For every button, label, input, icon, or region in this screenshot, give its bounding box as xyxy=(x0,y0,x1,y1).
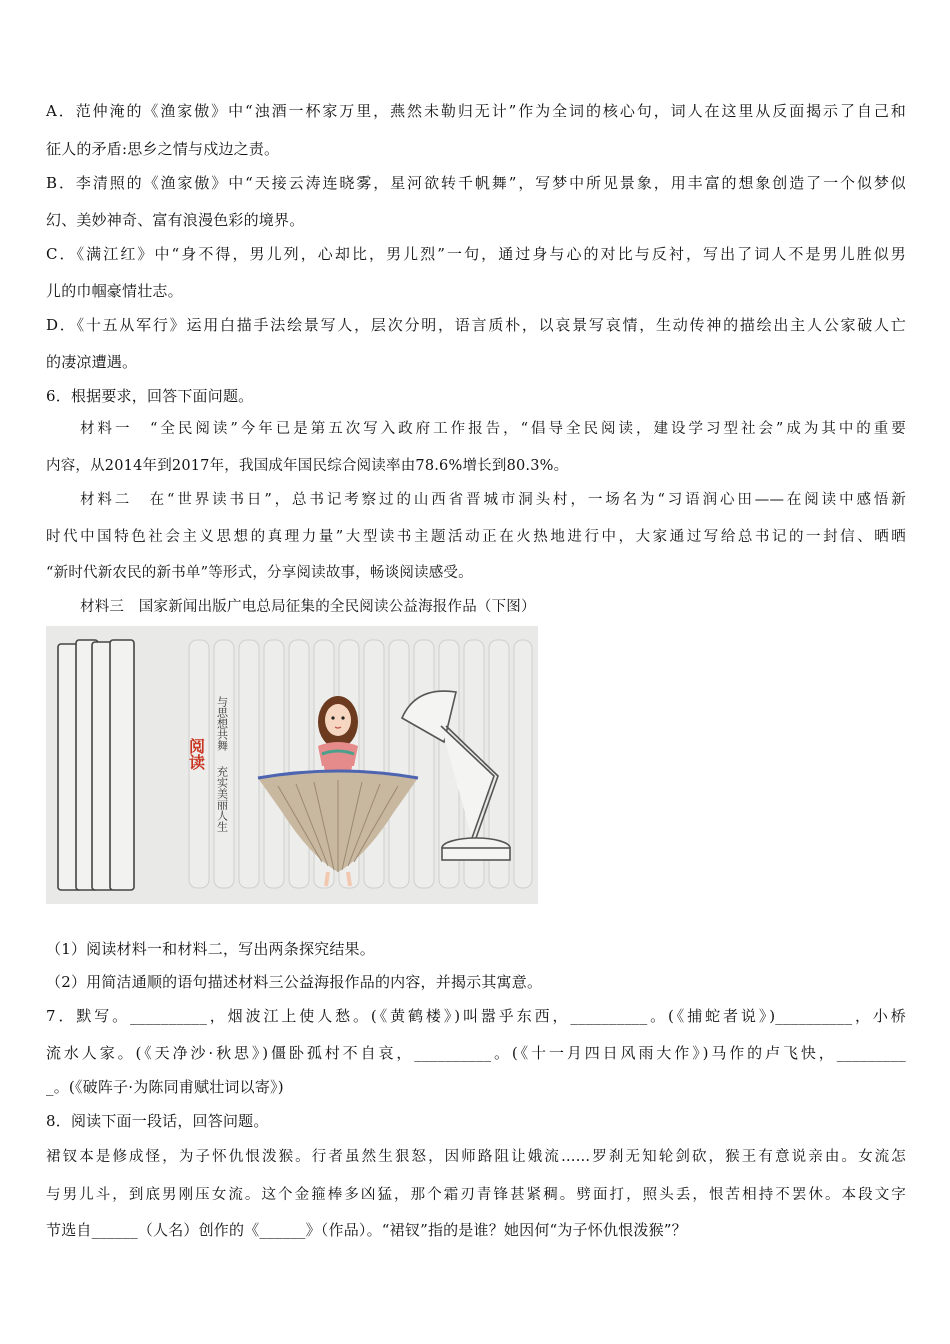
q6-material-3: 材料三 国家新闻出版广电总局征集的全民阅读公益海报作品（下图） xyxy=(80,599,536,615)
q8-passage-line-1: 裙钗本是修成怪，为子怀仇恨泼猴。行者虽然生狠怒，因师路阻让娥流……罗刹无知轮剑砍，猴王有意说亲由。女流怎 xyxy=(46,1149,906,1165)
q7-line-2: 流水人家。(《天净沙·秋思》)僵卧孤村不自哀，__________。(《十一月四日风雨大作》)马作的卢飞快，_________ xyxy=(46,1044,906,1062)
option-d-line-1: D．《十五从军行》运用白描手法绘景写人，层次分明，语言质朴，以哀景写哀情，生动传神的描绘出主人公家破人亡 xyxy=(46,316,906,334)
option-b-line-2: 幻、美妙神奇、富有浪漫色彩的境界。 xyxy=(46,211,305,229)
q8-passage-line-3: 节选自______（人名）创作的《______》（作品）。“裙钗”指的是谁？她因何“为子怀仇恨泼猴”？ xyxy=(46,1221,687,1239)
option-a-line-2: 征人的矛盾:思乡之情与戍边之责。 xyxy=(46,140,280,158)
q6-material-2-line-1: 材料二 在“世界读书日”，总书记考察过的山西省晋城市洞头村，一场名为“习语润心田——在阅读中感悟新 xyxy=(80,492,906,508)
option-c-line-1: C．《满江红》中“身不得，男儿列，心却比，男儿烈”一句，通过身与心的对比与反衬，写出了词人不是男儿胜似男 xyxy=(46,245,906,263)
q6-stem: 6．根据要求，回答下面问题。 xyxy=(46,387,254,405)
q6-sub-1: （1）阅读材料一和材料二，写出两条探究结果。 xyxy=(46,940,375,958)
option-b-line-1: B．李清照的《渔家傲》中“天接云涛连晓雾，星河欲转千帆舞”，写梦中所见景象，用丰富的想象创造了一个似梦似 xyxy=(46,174,906,192)
q7-line-3: _。(《破阵子·为陈同甫赋壮词以寄》) xyxy=(46,1078,284,1096)
q8-stem: 8．阅读下面一段话，回答问题。 xyxy=(46,1112,269,1130)
thick-book-stack xyxy=(58,640,134,890)
option-d-line-2: 的凄凉遭遇。 xyxy=(46,353,138,371)
q6-material-2-line-2: 时代中国特色社会主义思想的真理力量”大型读书主题活动正在火热地进行中，大家通过写给总书记的一封信、晒晒 xyxy=(46,529,906,545)
reading-poster-image xyxy=(46,626,538,904)
q6-material-2-line-3: “新时代新农民的新书单”等形式，分享阅读故事，畅谈阅读感受。 xyxy=(46,565,473,581)
option-c-line-2: 儿的巾帼豪情壮志。 xyxy=(46,282,183,300)
option-a-line-1: A．范仲淹的《渔家傲》中“浊酒一杯家万里，燕然未勒归无计”作为全词的核心句，词人在这里从反面揭示了自己和 xyxy=(46,102,906,120)
q6-material-1-line-1: 材料一 “全民阅读”今年已是第五次写入政府工作报告，“倡导全民阅读，建设学习型社会”成为其中的重要 xyxy=(80,421,906,437)
q8-passage-line-2: 与男儿斗，到底男刚压女流。这个金箍棒多凶猛，那个霜刃青锋甚紧稠。劈面打，照头丢，恨苦相持不罢休。本段文字 xyxy=(46,1187,906,1203)
q6-sub-2: （2）用简洁通顺的语句描述材料三公益海报作品的内容，并揭示其寓意。 xyxy=(46,973,543,991)
poster-red-text: 阅读 xyxy=(186,738,206,770)
poster-slogan-col-2: 充实美丽人生 xyxy=(215,766,229,832)
poster-slogan-col-1: 与思想共舞 xyxy=(215,696,229,751)
q7-line-1: 7．默写。__________，烟波江上使人愁。(《黄鹤楼》)叫嚣乎东西，__________。(《捕蛇者说》)__________，小桥 xyxy=(46,1007,906,1025)
q6-material-1-line-2: 内容，从2014年到2017年，我国成年国民综合阅读率由78.6%增长到80.3%。 xyxy=(46,458,569,474)
